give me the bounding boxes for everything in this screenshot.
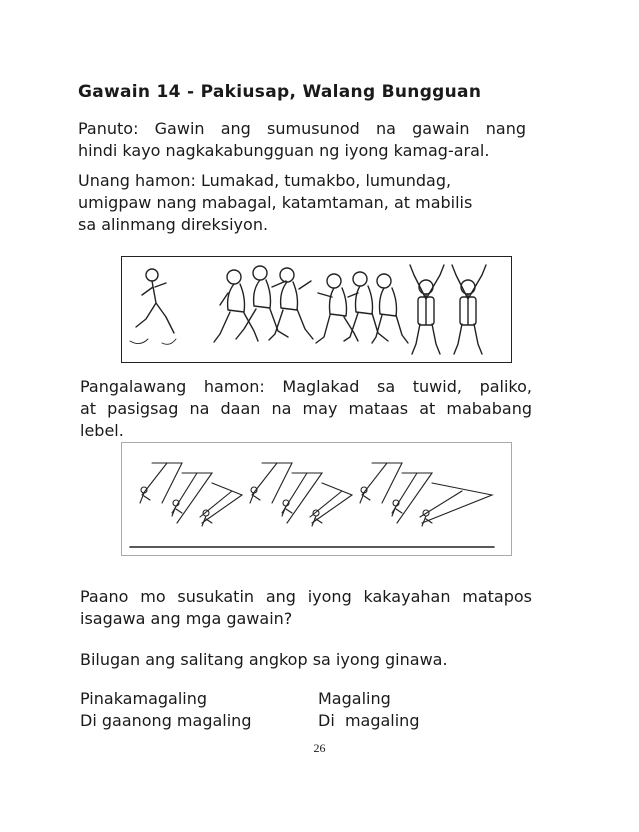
movement-illustration <box>121 256 512 363</box>
paths-drawing <box>122 443 511 555</box>
paths-illustration <box>121 442 512 556</box>
pangalawang-hamon-line-1: Pangalawang hamon: Maglakad sa tuwid, paliko, <box>80 377 532 396</box>
option-pinakamagaling[interactable]: Pinakamagaling <box>80 689 208 708</box>
page-number: 26 <box>313 741 326 755</box>
unang-hamon-line-1: Unang hamon: Lumakad, tumakbo, lumundag, <box>78 171 452 190</box>
unang-hamon-line-3: sa alinmang direksiyon. <box>78 215 269 234</box>
marching-group-left <box>214 266 313 342</box>
tanong-line-2: isagawa ang mga gawain? <box>80 609 293 628</box>
pangalawang-hamon-line-2: at pasigsag na daan na may mataas at mababang <box>80 399 532 418</box>
panuto-line-2: hindi kayo nagkakabungguan ng iyong kamag-aral. <box>78 141 490 160</box>
circle-instruction: Bilugan ang salitang angkop sa iyong ginawa. <box>80 650 448 669</box>
tanong-line-1: Paano mo susukatin ang iyong kakayahan matapos <box>80 587 532 606</box>
path-set-1 <box>140 463 242 526</box>
marching-group-right <box>316 272 408 343</box>
movement-drawing <box>122 257 511 362</box>
jumping-figures <box>410 265 486 354</box>
panuto-line-1: Panuto: Gawin ang sumusunod na gawain nang <box>78 119 526 138</box>
option-magaling[interactable]: Magaling <box>318 689 391 708</box>
activity-title: Gawain 14 - Pakiusap, Walang Bungguan <box>78 82 482 102</box>
path-set-3 <box>360 463 492 526</box>
option-di-magaling[interactable]: Di magaling <box>318 711 420 730</box>
runner-figure <box>130 269 176 344</box>
path-set-2 <box>250 463 352 526</box>
option-di-gaanong-magaling[interactable]: Di gaanong magaling <box>80 711 252 730</box>
pangalawang-hamon-line-3: lebel. <box>80 421 124 440</box>
unang-hamon-line-2: umigpaw nang mabagal, katamtaman, at mabilis <box>78 193 473 212</box>
